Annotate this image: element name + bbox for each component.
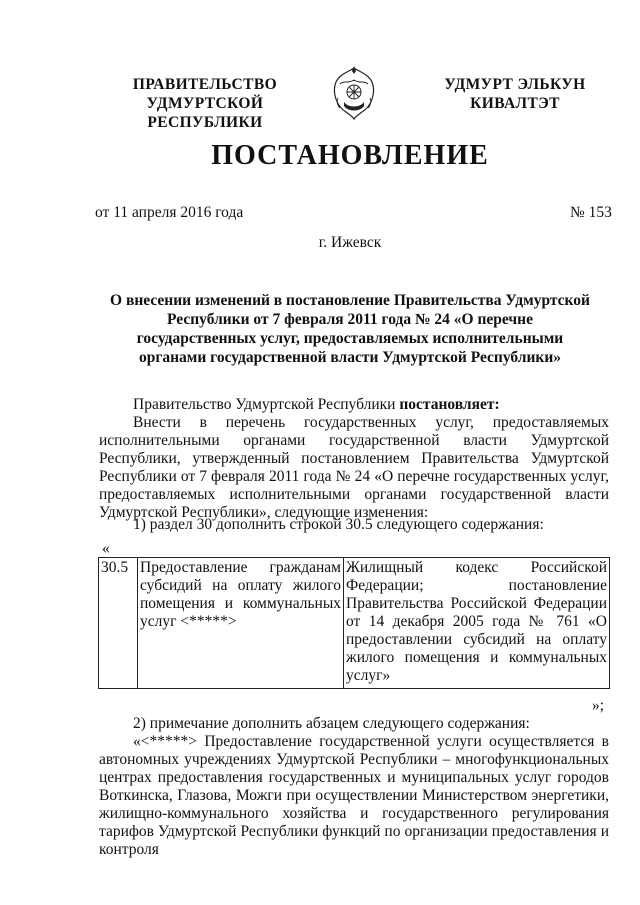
legal-basis-cell: Жилищный кодекс Российской Федерации; постановление Правительства Российской Федерации от 14 декабря 2005 года № 761 «О предоставлении субсидий на оплату жилого помещения и коммунальных услуг» [344, 558, 610, 689]
issuer-name-russian [88, 75, 322, 132]
item-2-text: 2) примечание дополнить абзацем следующего содержания: [133, 715, 530, 732]
table-row [99, 558, 610, 689]
document-subject: О внесении изменений в постановление Правительства Удмуртской Республики от 7 февраля 2011 года № 24 «О перечне государственных услуг, предоставляемых исполнительными органами государственной власти Удмуртской Республики» [110, 292, 590, 366]
document-number: № 153 [570, 204, 612, 221]
service-name-cell: Предоставление гражданам субсидий на оплату жилого помещения и коммунальных услуг <*****> [138, 558, 344, 689]
quote-open-mark: « [102, 540, 110, 557]
intro-text: Правительство Удмуртской Республики [133, 396, 400, 413]
issuer-line-2: УДМУРТСКОЙ РЕСПУБЛИКИ [146, 95, 264, 131]
issuer-udmurt-line-2: КИВАЛТЭТ [470, 95, 560, 112]
document-city: г. Ижевск [318, 234, 382, 251]
quote-close-mark: »; [592, 697, 605, 714]
issuer-name-udmurt [430, 75, 600, 113]
issuer-udmurt-line-1: УДМУРТ ЭЛЬКУН [444, 76, 586, 93]
document-type-title: ПОСТАНОВЛЕНИЕ [211, 140, 489, 171]
amendment-table [98, 557, 610, 689]
intro-paragraph [133, 396, 500, 414]
intro-resolve-word: постановляет: [399, 396, 500, 413]
row-number-cell: 30.5 [99, 558, 138, 689]
note-paragraph: «<*****> Предоставление государственной услуги осуществляется в автономных учреждениях Удмуртской Республики – многофункциональных центрах предоставления государственных и муниципальных услуг городов Воткинска, Глазова, Можги при осуществлении Министерством энергетики, жилищно-коммунального хозяйства и государственного регулирования тарифов Удмуртской Республики функций по организации предоставления и контроля [99, 733, 609, 858]
issuer-line-1: ПРАВИТЕЛЬСТВО [132, 76, 278, 93]
coat-of-arms-icon [326, 62, 382, 122]
document-date: от 11 апреля 2016 года [95, 204, 244, 221]
item-1-text: 1) раздел 30 дополнить строкой 30.5 следующего содержания: [133, 516, 544, 533]
main-paragraph: Внести в перечень государственных услуг, предоставляемых исполнительными органами государственной власти Удмуртской Республики, утвержденный постановлением Правительства Удмуртской Республики от 7 февраля 2011 года № 24 «О перечне государственных услуг, предоставляемых исполнительными органами государственной власти Удмуртской Республики», следующие изменения: [99, 414, 609, 521]
